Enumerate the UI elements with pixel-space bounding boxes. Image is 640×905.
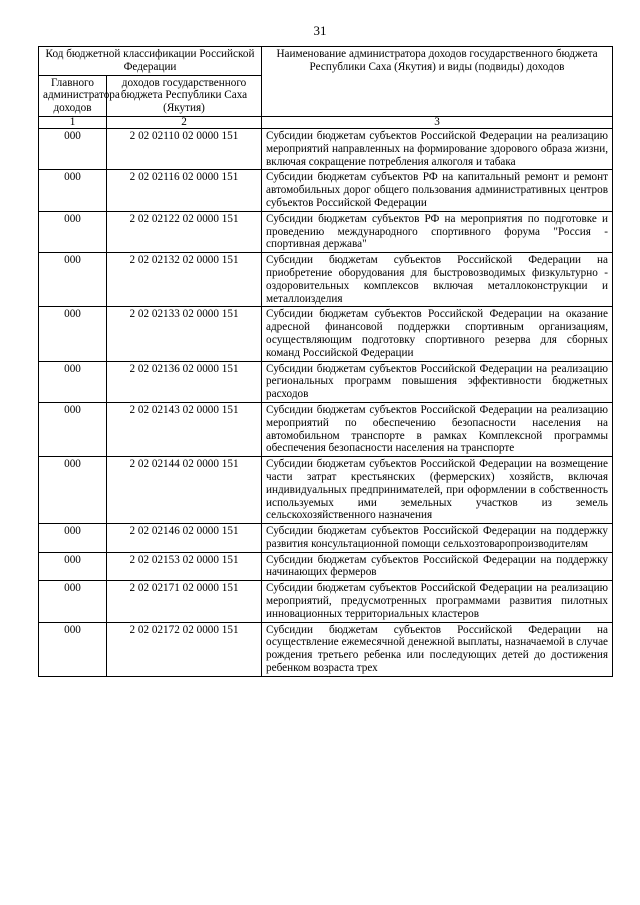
revenue-name-cell: Субсидии бюджетам субъектов Российской Федерации на реализацию региональных программ повышения эффективности бюджетных расходов <box>262 361 613 402</box>
admin-code-cell: 000 <box>39 211 107 252</box>
revenue-code-cell: 2 02 02172 02 0000 151 <box>107 622 262 676</box>
revenue-name-cell: Субсидии бюджетам субъектов Российской Федерации на реализацию мероприятий направленных на формирование здорового образа жизни, включая сокращение потребления алкоголя и табака <box>262 128 613 169</box>
header-row-1 <box>39 47 613 76</box>
admin-code-cell: 000 <box>39 552 107 581</box>
header-classification-code: Код бюджетной классификации Российской Федерации <box>39 47 262 76</box>
admin-code-cell: 000 <box>39 457 107 524</box>
table-row <box>39 211 613 252</box>
admin-code-cell: 000 <box>39 128 107 169</box>
revenue-name-cell: Субсидии бюджетам субъектов Российской Федерации на реализацию мероприятий по обеспечению безопасности населения на автомобильном транспорте в рамках Комплексной программы обеспечения безопасности населения на транспорте <box>262 402 613 456</box>
table-row <box>39 170 613 211</box>
revenue-code-cell: 2 02 02122 02 0000 151 <box>107 211 262 252</box>
revenue-name-cell: Субсидии бюджетам субъектов РФ на мероприятия по подготовке и проведению международного спортивного форума "Россия - спортивная держава" <box>262 211 613 252</box>
admin-code-cell: 000 <box>39 581 107 622</box>
table-row <box>39 524 613 553</box>
admin-code-cell: 000 <box>39 622 107 676</box>
table-row <box>39 307 613 361</box>
revenue-name-cell: Субсидии бюджетам субъектов Российской Федерации на возмещение части затрат крестьянских (фермерских) хозяйств, включая индивидуальных предпринимателей, при оформлении в собственность используемых ими земельных участков из земель сельскохозяйственного назначения <box>262 457 613 524</box>
revenue-code-cell: 2 02 02153 02 0000 151 <box>107 552 262 581</box>
table-row <box>39 552 613 581</box>
revenue-code-cell: 2 02 02143 02 0000 151 <box>107 402 262 456</box>
admin-code-cell: 000 <box>39 170 107 211</box>
table-row <box>39 457 613 524</box>
revenue-name-cell: Субсидии бюджетам субъектов Российской Федерации на реализацию мероприятий, предусмотренных программами развития пилотных инновационных территориальных кластеров <box>262 581 613 622</box>
revenue-name-cell: Субсидии бюджетам субъектов Российской Федерации на поддержку начинающих фермеров <box>262 552 613 581</box>
admin-code-cell: 000 <box>39 524 107 553</box>
admin-code-cell: 000 <box>39 402 107 456</box>
revenue-name-cell: Субсидии бюджетам субъектов Российской Федерации на оказание адресной финансовой поддержки спортивным организациям, осуществляющим подготовку спортивного резерва для сборных команд Российской Федерации <box>262 307 613 361</box>
header-budget-revenues: доходов государственного бюджета Республики Саха (Якутия) <box>107 75 262 116</box>
admin-code-cell: 000 <box>39 307 107 361</box>
table-row <box>39 622 613 676</box>
revenue-code-cell: 2 02 02146 02 0000 151 <box>107 524 262 553</box>
table-row <box>39 402 613 456</box>
revenue-code-cell: 2 02 02136 02 0000 151 <box>107 361 262 402</box>
header-administrator-name: Наименование администратора доходов государственного бюджета Республики Саха (Якутия) и виды (подвиды) доходов <box>262 47 613 117</box>
header-main-administrator: Главного администратора доходов <box>39 75 107 116</box>
table-row <box>39 361 613 402</box>
revenue-code-cell: 2 02 02110 02 0000 151 <box>107 128 262 169</box>
revenue-name-cell: Субсидии бюджетам субъектов Российской Федерации на поддержку развития консультационной помощи сельхозтоваропроизводителям <box>262 524 613 553</box>
table-row <box>39 128 613 169</box>
column-number: 1 <box>39 116 107 128</box>
column-number: 3 <box>262 116 613 128</box>
column-number: 2 <box>107 116 262 128</box>
revenue-code-cell: 2 02 02116 02 0000 151 <box>107 170 262 211</box>
page-number: 31 <box>313 23 327 38</box>
revenue-name-cell: Субсидии бюджетам субъектов Российской Федерации на приобретение оборудования для быстровозводимых физкультурно - оздоровительных комплексов включая металлоконструкции и металлоизделия <box>262 253 613 307</box>
revenue-code-cell: 2 02 02171 02 0000 151 <box>107 581 262 622</box>
admin-code-cell: 000 <box>39 361 107 402</box>
revenue-name-cell: Субсидии бюджетам субъектов Российской Федерации на осуществление ежемесячной денежной выплаты, назначаемой в случае рождения третьего ребенка или последующих детей до достижения ребенком возраста трех <box>262 622 613 676</box>
admin-code-cell: 000 <box>39 253 107 307</box>
revenue-code-cell: 2 02 02133 02 0000 151 <box>107 307 262 361</box>
revenue-code-cell: 2 02 02132 02 0000 151 <box>107 253 262 307</box>
budget-classification-table <box>38 46 613 677</box>
table-row <box>39 581 613 622</box>
table-row <box>39 253 613 307</box>
revenue-code-cell: 2 02 02144 02 0000 151 <box>107 457 262 524</box>
revenue-name-cell: Субсидии бюджетам субъектов РФ на капитальный ремонт и ремонт автомобильных дорог общего пользования административных центров субъектов Российской Федерации <box>262 170 613 211</box>
column-numbers-row <box>39 116 613 128</box>
